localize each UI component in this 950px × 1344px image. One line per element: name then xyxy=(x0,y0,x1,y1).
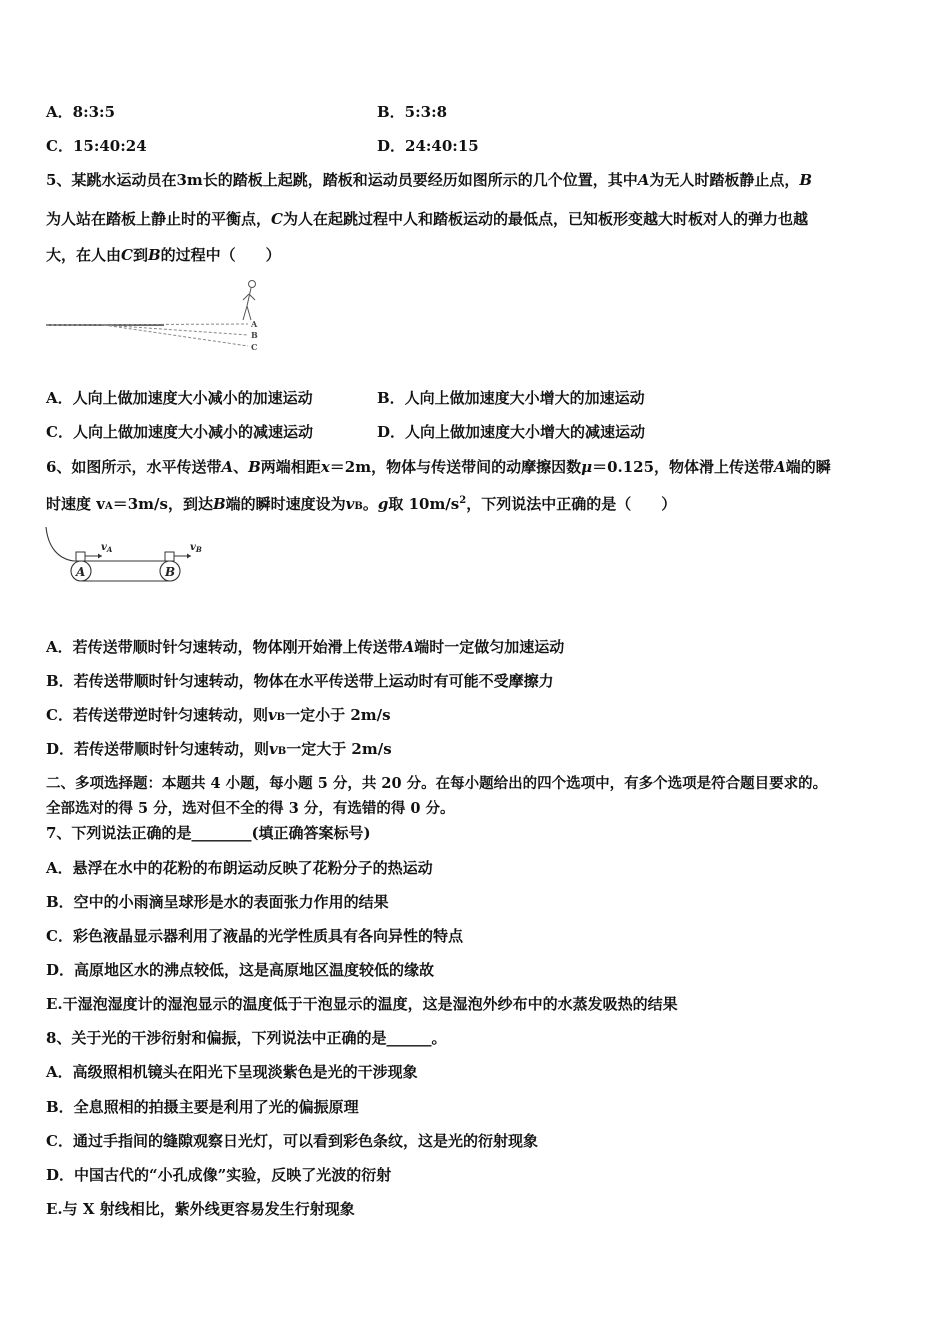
q7-stem: 7、下列说法正确的是________(填正确答案标号) xyxy=(46,824,371,842)
q8-stem: 8、关于光的干涉衍射和偏振，下列说法中正确的是______。 xyxy=(46,1029,447,1047)
q5-figure-label-c: C xyxy=(251,342,258,352)
q8-option-d: D．中国古代的“小孔成像”实验，反映了光波的衍射 xyxy=(46,1166,392,1184)
q7-option-b: B．空中的小雨滴呈球形是水的表面张力作用的结果 xyxy=(46,893,389,911)
q6-option-d: D．若传送带顺时针匀速转动，则vB一定大于 2m/s xyxy=(46,740,392,758)
q4-option-c: C．15:40:24 xyxy=(46,137,147,155)
q8-option-a: A．高级照相机镜头在阳光下呈现淡紫色是光的干涉现象 xyxy=(46,1063,418,1081)
q7-option-d: D．高原地区水的沸点较低，这是高原地区温度较低的缘故 xyxy=(46,961,435,979)
q5-springboard-figure xyxy=(44,276,274,358)
q6-conveyor-figure xyxy=(44,525,214,587)
q5-stem-line3: 大，在人由C到B的过程中（ ） xyxy=(46,246,281,264)
q8-option-e: E.与 X 射线相比，紫外线更容易发生行射现象 xyxy=(46,1200,355,1218)
q7-option-c: C．彩色液晶显示器利用了液晶的光学性质具有各向异性的特点 xyxy=(46,927,463,945)
q5-figure-label-a: A xyxy=(251,319,258,329)
q5-stem-line2: 为人站在踏板上静止时的平衡点，C为人在起跳过程中人和踏板运动的最低点，已知板形变越大时板对人的弹力也越 xyxy=(46,210,808,228)
q6-vb-label: $v_B$ xyxy=(190,542,202,554)
section2-heading-line2: 全部选对的得 5 分，选对但不全的得 3 分，有选错的得 0 分。 xyxy=(46,800,455,817)
q5-option-c: C．人向上做加速度大小减小的减速运动 xyxy=(46,423,313,441)
q6-pulley-label-a: A xyxy=(76,565,86,579)
q4-option-b: B．5:3:8 xyxy=(377,103,448,121)
q6-stem-line2: 时速度 vA＝3m/s，到达B端的瞬时速度设为vB。g取 $10m/s^2$，下列说法中正确的是（ ） xyxy=(46,495,677,513)
q6-option-a: A．若传送带顺时针匀速转动，物体刚开始滑上传送带A端时一定做匀加速运动 xyxy=(46,638,565,656)
q7-option-e: E.干湿泡湿度计的湿泡显示的温度低于干泡显示的温度，这是湿泡外纱布中的水蒸发吸热的结果 xyxy=(46,995,678,1013)
q6-option-b: B．若传送带顺时针匀速转动，物体在水平传送带上运动时有可能不受摩擦力 xyxy=(46,672,554,690)
q6-stem-line1: 6、如图所示，水平传送带A、B两端相距x＝2m，物体与传送带间的动摩擦因数μ＝0.125，物体滑上传送带A端的瞬 xyxy=(46,458,831,476)
q6-pulley-label-b: B xyxy=(165,565,176,579)
q5-figure-label-b: B xyxy=(251,330,258,340)
q5-option-b: B．人向上做加速度大小增大的加速运动 xyxy=(377,389,645,407)
q5-option-a: A．人向上做加速度大小减小的加速运动 xyxy=(46,389,313,407)
section2-heading-line1: 二、多项选择题：本题共 4 小题，每小题 5 分，共 20 分。在每小题给出的四个选项中，有多个选项是符合题目要求的。 xyxy=(46,775,828,792)
q8-option-b: B．全息照相的拍摄主要是利用了光的偏振原理 xyxy=(46,1098,359,1116)
q6-va-label: $v_A$ xyxy=(101,542,113,554)
q6-option-c: C．若传送带逆时针匀速转动，则vB一定小于 2m/s xyxy=(46,706,391,724)
q4-option-d: D．24:40:15 xyxy=(377,137,479,155)
q5-option-d: D．人向上做加速度大小增大的减速运动 xyxy=(377,423,646,441)
q8-option-c: C．通过手指间的缝隙观察日光灯，可以看到彩色条纹，这是光的衍射现象 xyxy=(46,1132,538,1150)
q5-stem-line1: 5、某跳水运动员在3m长的踏板上起跳，踏板和运动员要经历如图所示的几个位置，其中A为无人时踏板静止点，B xyxy=(46,171,813,189)
q4-option-a: A．8:3:5 xyxy=(46,103,116,121)
q7-option-a: A．悬浮在水中的花粉的布朗运动反映了花粉分子的热运动 xyxy=(46,859,433,877)
